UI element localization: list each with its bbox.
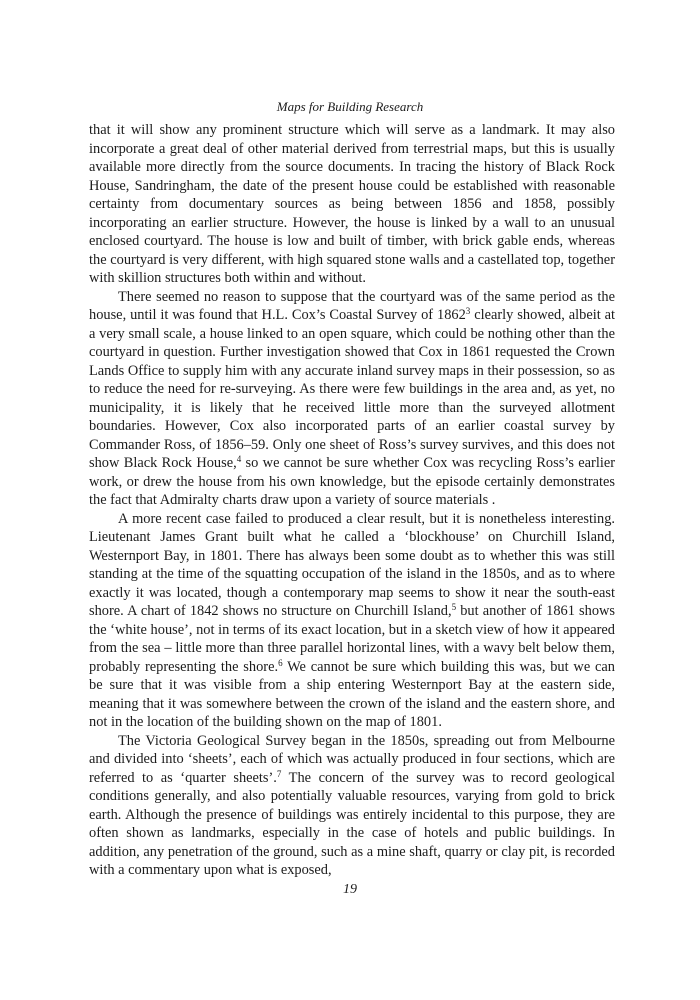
paragraph-3-text-b: but another of 1861 shows the ‘white house’, not in terms of its exact location, but in a sketch view of how it appeared from the sea – little more than three parallel horizontal lines, with a wavy belt below them, probably representing the shore. <box>89 603 616 675</box>
paragraph-2 <box>89 288 615 510</box>
page-number: 19 <box>343 882 357 897</box>
paragraph-3-text-a: A more recent case failed to produced a clear result, but it is nonetheless interesting. Lieutenant James Grant built what he called a ‘blockhouse’ on Churchill Island, Westernport Bay, in 1801. There has always been some doubt as to whether this was still standing at the time of the squatting occupation of the island in the 1850s, and as to where exactly it was located, though a contemporary map seems to show it near the south-east shore. A chart of 1842 shows no structure on Churchill Island, <box>89 510 615 619</box>
paragraph-2-text-a: There seemed no reason to suppose that the courtyard was of the same period as the house, until it was found that H.L. Cox’s Coastal Survey of 1862 <box>89 288 615 323</box>
running-head: Maps for Building Research <box>276 99 424 114</box>
footnote-ref-4: 4 <box>236 454 242 464</box>
paragraph-4-text-b: The concern of the survey was to record geological conditions generally, and also potentially valuable resources, varying from gold to brick earth. Although the presence of buildings was entirely incidental to this purpose, they are often shown as landmarks, especially in the case of hotels and public buildings. In addition, any penetration of the ground, such as a mine shaft, quarry or clay pit, is recorded with a commentary upon what is exposed, <box>89 769 615 878</box>
paragraph-2-text-b: clearly showed, albeit at a very small scale, a house linked to an open square, which could be nothing other than the courtyard in question. Further investigation showed that Cox in 1861 requested the Crown Lands Office to supply him with any accurate inland survey maps in their possession, so as to reduce the need for re-surveying. As there were few buildings in the area and, as yet, no municipality, it is likely that he received little more than the surveyed allotment boundaries. However, Cox also incorporated parts of an earlier coastal survey by Commander Ross, of 1856–59. Only one sheet of Ross’s survey survives, and this does not show Black Rock House, <box>89 307 616 471</box>
paragraph-4 <box>89 732 615 880</box>
paragraph-4-text-a: The Victoria Geological Survey began in the 1850s, spreading out from Melbourne and divided into ‘sheets’, each of which was actually produced in four sections, which are referred to as ‘quarter sheets’. <box>89 732 615 786</box>
paragraph-1-text: that it will show any prominent structure which will serve as a landmark. It may also incorporate a great deal of other material derived from terrestrial maps, but this is usually available more directly from the source documents. In tracing the history of Black Rock House, Sandringham, the date of the present house could be established with reasonable certainty from documentary sources as being between 1856 and 1858, possibly incorporating an earlier structure. However, the house is linked by a wall to an unusual enclosed courtyard. The house is low and built of timber, with brick gable ends, whereas the courtyard is very different, with high squared stone walls and a castellated top, together with skillion structures both within and without. <box>89 122 615 286</box>
paragraph-1 <box>89 121 615 288</box>
footnote-ref-6: 6 <box>278 657 283 668</box>
body-text <box>89 121 615 880</box>
footnote-ref-5: 5 <box>451 602 457 612</box>
paragraph-2-text-c: so we cannot be sure whether Cox was recycling Ross’s earlier work, or drew the house from his own knowledge, but the episode certainly demonstrates the fact that Admiralty charts draw upon a variety of source materials . <box>89 455 615 508</box>
paragraph-3 <box>89 510 615 732</box>
footnote-ref-7: 7 <box>276 768 282 779</box>
paragraph-3-text-c: We cannot be sure which building this was, but we can be sure that it was visible from a ship entering Westernport Bay at the eastern side, meaning that it was somewhere between the crown of the island and the eastern shore, and not in the location of the building shown on the map of 1801. <box>89 658 615 730</box>
footnote-ref-3: 3 <box>465 306 471 316</box>
